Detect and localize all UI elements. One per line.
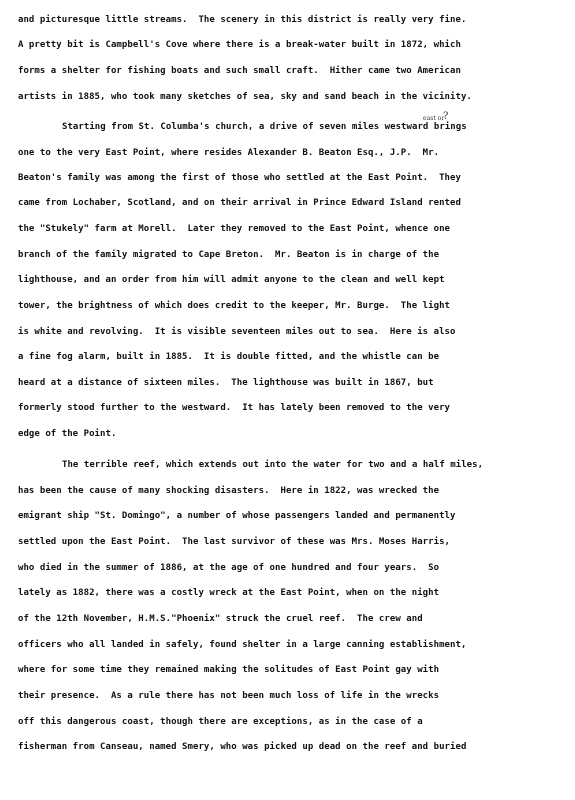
handwritten-question-mark: ? [443,111,449,122]
text-line: fisherman from Canseau, named Smery, who was picked up dead on the reef and buried [18,742,467,752]
text-line: branch of the family migrated to Cape Breton. Mr. Beaton is in charge of the [18,250,440,260]
text-line: one to the very East Point, where resides Alexander B. Beaton Esq., J.P. Mr. [18,148,440,158]
text-line: and picturesque little streams. The scenery in this district is really very fine. [18,15,467,25]
text-line: who died in the summer of 1886, at the age of one hundred and four years. So [18,563,440,573]
text-line: their presence. As a rule there has not been much loss of life in the wrecks [18,691,440,701]
text-line: artists in 1885, who took many sketches of sea, sky and sand beach in the vicinity. [18,92,472,102]
text-line: the "Stukely" farm at Morell. Later they removed to the East Point, whence one [18,224,451,234]
text-line: formerly stood further to the westward. It has lately been removed to the very [18,403,451,413]
text-line: forms a shelter for fishing boats and such small craft. Hither came two American [18,66,461,76]
text-line: a fine fog alarm, built in 1885. It is double fitted, and the whistle can be [18,352,440,362]
text-line: Beaton's family was among the first of those who settled at the East Point. They [18,173,461,183]
text-line: lighthouse, and an order from him will admit anyone to the clean and well kept [18,275,445,285]
text-line: has been the cause of many shocking disasters. Here in 1822, was wrecked the [18,486,440,496]
text-line: lately as 1882, there was a costly wreck at the East Point, when on the night [18,588,440,598]
text-line: emigrant ship "St. Domingo", a number of whose passengers landed and permanently [18,511,456,521]
text-line: A pretty bit is Campbell's Cove where there is a break-water built in 1872, which [18,40,461,50]
text-line: tower, the brightness of which does credit to the keeper, Mr. Burge. The light [18,301,451,311]
text-line: came from Lochaber, Scotland, and on their arrival in Prince Edward Island rented [18,198,461,208]
text-line: of the 12th November, H.M.S."Phoenix" struck the cruel reef. The crew and [18,614,423,624]
text-line: off this dangerous coast, though there are exceptions, as in the case of a [18,717,423,727]
handwritten-annotation: east or [423,115,445,122]
text-line: edge of the Point. [18,429,117,439]
text-line: is white and revolving. It is visible seventeen miles out to sea. Here is also [18,327,456,337]
text-line: settled upon the East Point. The last survivor of these was Mrs. Moses Harris, [18,537,451,547]
text-line: where for some time they remained making the solitudes of East Point gay with [18,665,440,675]
text-line: The terrible reef, which extends out into the water for two and a half miles, [62,460,484,470]
text-line: heard at a distance of sixteen miles. The lighthouse was built in 1867, but [18,378,434,388]
text-line: Starting from St. Columba's church, a drive of seven miles westward brings [62,122,467,132]
text-line: officers who all landed in safely, found shelter in a large canning establishment, [18,640,467,650]
